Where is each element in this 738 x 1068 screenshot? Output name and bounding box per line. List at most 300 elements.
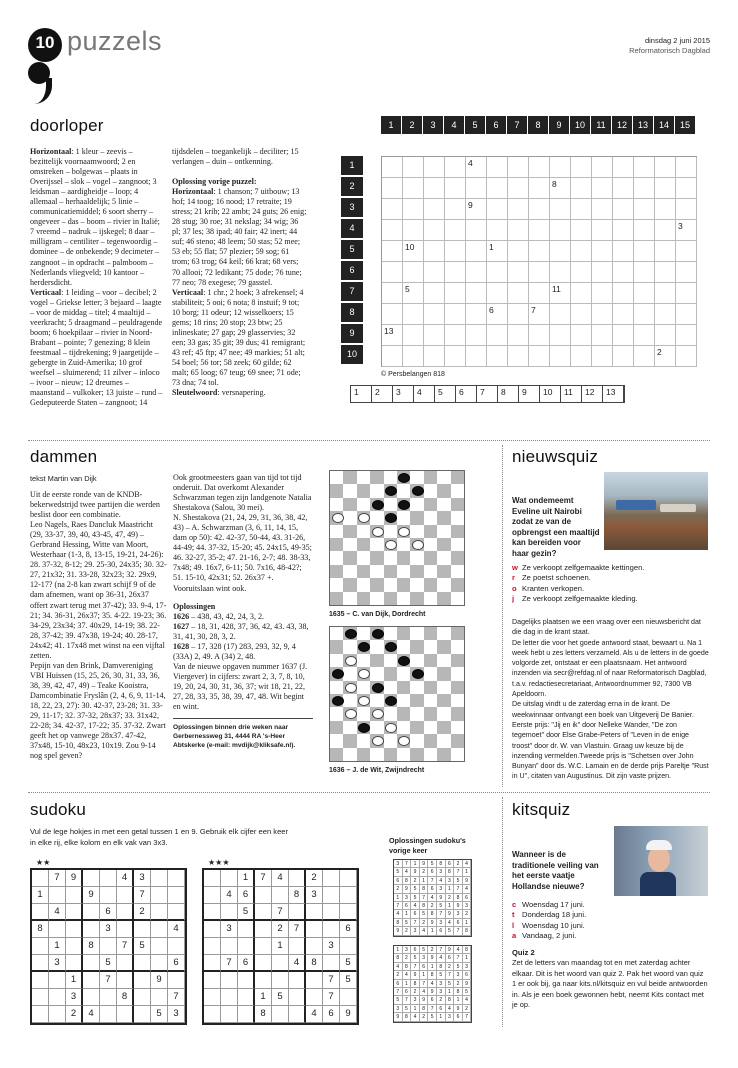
crossword-cell[interactable] bbox=[445, 304, 466, 325]
sudoku-cell[interactable] bbox=[289, 989, 306, 1006]
sudoku-cell[interactable] bbox=[134, 989, 151, 1006]
crossword-cell[interactable] bbox=[424, 199, 445, 220]
sudoku-cell[interactable] bbox=[32, 972, 49, 989]
sudoku-cell[interactable] bbox=[151, 989, 168, 1006]
crossword-keyword-row[interactable] bbox=[350, 385, 625, 403]
sudoku-cell[interactable] bbox=[168, 887, 185, 904]
sudoku-cell[interactable] bbox=[83, 989, 100, 1006]
sudoku-cell[interactable]: 1 bbox=[32, 887, 49, 904]
crossword-cell[interactable] bbox=[634, 283, 655, 304]
sudoku-cell[interactable]: 8 bbox=[289, 887, 306, 904]
keyword-cell[interactable]: 12 bbox=[582, 386, 603, 402]
crossword-cell[interactable] bbox=[445, 262, 466, 283]
crossword-cell[interactable] bbox=[424, 346, 445, 367]
crossword-cell[interactable] bbox=[424, 304, 445, 325]
sudoku-cell[interactable]: 7 bbox=[272, 904, 289, 921]
crossword-cell[interactable] bbox=[445, 283, 466, 304]
sudoku-cell[interactable]: 3 bbox=[49, 955, 66, 972]
sudoku-cell[interactable] bbox=[151, 870, 168, 887]
crossword-cell[interactable] bbox=[655, 199, 676, 220]
sudoku-cell[interactable] bbox=[117, 921, 134, 938]
sudoku-cell[interactable] bbox=[238, 989, 255, 1006]
sudoku-cell[interactable] bbox=[272, 955, 289, 972]
crossword-cell[interactable] bbox=[613, 262, 634, 283]
crossword-cell[interactable]: 10 bbox=[403, 241, 424, 262]
crossword-cell[interactable] bbox=[676, 262, 697, 283]
crossword-cell[interactable] bbox=[487, 157, 508, 178]
keyword-cell[interactable]: 9 bbox=[519, 386, 540, 402]
sudoku-cell[interactable] bbox=[49, 989, 66, 1006]
crossword-cell[interactable] bbox=[550, 304, 571, 325]
crossword-cell[interactable] bbox=[445, 178, 466, 199]
sudoku-cell[interactable] bbox=[204, 921, 221, 938]
crossword-cell[interactable] bbox=[592, 325, 613, 346]
sudoku-cell[interactable] bbox=[168, 870, 185, 887]
crossword-cell[interactable] bbox=[613, 346, 634, 367]
sudoku-cell[interactable] bbox=[32, 989, 49, 1006]
crossword-cell[interactable] bbox=[571, 199, 592, 220]
crossword-cell[interactable] bbox=[424, 283, 445, 304]
crossword-cell[interactable] bbox=[529, 220, 550, 241]
sudoku-cell[interactable]: 7 bbox=[134, 887, 151, 904]
sudoku-cell[interactable] bbox=[100, 1006, 117, 1023]
nieuwsquiz-options[interactable] bbox=[512, 563, 708, 605]
sudoku-cell[interactable]: 8 bbox=[117, 989, 134, 1006]
sudoku-cell[interactable] bbox=[221, 989, 238, 1006]
crossword-cell[interactable] bbox=[445, 199, 466, 220]
crossword-cell[interactable] bbox=[634, 325, 655, 346]
sudoku-grid-2[interactable] bbox=[202, 868, 359, 1025]
sudoku-cell[interactable] bbox=[204, 989, 221, 1006]
sudoku-cell[interactable]: 8 bbox=[83, 938, 100, 955]
sudoku-cell[interactable] bbox=[151, 904, 168, 921]
sudoku-cell[interactable] bbox=[340, 989, 357, 1006]
crossword-cell[interactable] bbox=[550, 157, 571, 178]
crossword-cell[interactable] bbox=[487, 325, 508, 346]
crossword-cell[interactable] bbox=[382, 262, 403, 283]
sudoku-cell[interactable]: 9 bbox=[83, 887, 100, 904]
sudoku-cell[interactable] bbox=[49, 887, 66, 904]
sudoku-cell[interactable]: 8 bbox=[32, 921, 49, 938]
sudoku-cell[interactable] bbox=[100, 887, 117, 904]
sudoku-cell[interactable] bbox=[100, 938, 117, 955]
sudoku-cell[interactable] bbox=[289, 870, 306, 887]
crossword-cell[interactable] bbox=[655, 283, 676, 304]
sudoku-cell[interactable]: 7 bbox=[255, 870, 272, 887]
sudoku-cell[interactable]: 6 bbox=[168, 955, 185, 972]
sudoku-cell[interactable] bbox=[238, 921, 255, 938]
crossword-cell[interactable] bbox=[655, 262, 676, 283]
sudoku-cell[interactable] bbox=[168, 904, 185, 921]
sudoku-cell[interactable] bbox=[204, 870, 221, 887]
crossword-cell[interactable] bbox=[382, 157, 403, 178]
crossword-cell[interactable] bbox=[403, 262, 424, 283]
sudoku-cell[interactable]: 7 bbox=[323, 989, 340, 1006]
sudoku-cell[interactable]: 3 bbox=[323, 938, 340, 955]
kitsquiz-options[interactable] bbox=[512, 900, 708, 942]
sudoku-cell[interactable] bbox=[323, 904, 340, 921]
sudoku-cell[interactable]: 6 bbox=[340, 921, 357, 938]
crossword-cell[interactable] bbox=[634, 262, 655, 283]
sudoku-cell[interactable] bbox=[255, 921, 272, 938]
sudoku-cell[interactable] bbox=[49, 1006, 66, 1023]
sudoku-cell[interactable] bbox=[117, 1006, 134, 1023]
sudoku-cell[interactable] bbox=[100, 989, 117, 1006]
sudoku-cell[interactable] bbox=[204, 904, 221, 921]
crossword-cell[interactable] bbox=[466, 283, 487, 304]
crossword-cell[interactable] bbox=[403, 304, 424, 325]
sudoku-cell[interactable] bbox=[32, 955, 49, 972]
sudoku-cell[interactable]: 8 bbox=[306, 955, 323, 972]
sudoku-cell[interactable] bbox=[323, 887, 340, 904]
keyword-cell[interactable]: 10 bbox=[540, 386, 561, 402]
crossword-grid[interactable] bbox=[381, 156, 697, 367]
sudoku-cell[interactable] bbox=[289, 904, 306, 921]
crossword-cell[interactable] bbox=[676, 157, 697, 178]
crossword-cell[interactable] bbox=[655, 325, 676, 346]
crossword-cell[interactable]: 3 bbox=[676, 220, 697, 241]
crossword-cell[interactable] bbox=[466, 304, 487, 325]
crossword-cell[interactable] bbox=[592, 178, 613, 199]
sudoku-cell[interactable]: 3 bbox=[134, 870, 151, 887]
crossword-cell[interactable] bbox=[508, 283, 529, 304]
sudoku-cell[interactable]: 5 bbox=[272, 989, 289, 1006]
crossword-cell[interactable] bbox=[403, 178, 424, 199]
sudoku-cell[interactable] bbox=[32, 1006, 49, 1023]
crossword-cell[interactable] bbox=[529, 346, 550, 367]
crossword-cell[interactable] bbox=[613, 178, 634, 199]
crossword-cell[interactable] bbox=[529, 199, 550, 220]
crossword-cell[interactable] bbox=[571, 178, 592, 199]
sudoku-cell[interactable]: 4 bbox=[221, 887, 238, 904]
sudoku-cell[interactable]: 4 bbox=[306, 1006, 323, 1023]
crossword-cell[interactable] bbox=[487, 262, 508, 283]
sudoku-cell[interactable]: 1 bbox=[238, 870, 255, 887]
sudoku-cell[interactable] bbox=[221, 938, 238, 955]
sudoku-cell[interactable] bbox=[289, 972, 306, 989]
crossword-cell[interactable] bbox=[529, 283, 550, 304]
crossword-cell[interactable]: 7 bbox=[529, 304, 550, 325]
sudoku-cell[interactable] bbox=[117, 887, 134, 904]
crossword-cell[interactable] bbox=[655, 241, 676, 262]
sudoku-cell[interactable]: 5 bbox=[151, 1006, 168, 1023]
crossword-cell[interactable]: 6 bbox=[487, 304, 508, 325]
crossword-cell[interactable] bbox=[424, 178, 445, 199]
crossword-cell[interactable] bbox=[529, 178, 550, 199]
sudoku-cell[interactable] bbox=[255, 955, 272, 972]
crossword-cell[interactable] bbox=[508, 262, 529, 283]
sudoku-cell[interactable] bbox=[238, 972, 255, 989]
crossword-cell[interactable] bbox=[676, 199, 697, 220]
crossword-cell[interactable] bbox=[613, 199, 634, 220]
crossword-cell[interactable] bbox=[550, 220, 571, 241]
crossword-cell[interactable] bbox=[613, 304, 634, 325]
sudoku-cell[interactable] bbox=[151, 887, 168, 904]
sudoku-cell[interactable] bbox=[66, 887, 83, 904]
crossword-cell[interactable] bbox=[403, 220, 424, 241]
sudoku-cell[interactable] bbox=[255, 904, 272, 921]
crossword-cell[interactable] bbox=[676, 325, 697, 346]
sudoku-cell[interactable] bbox=[117, 972, 134, 989]
crossword-cell[interactable] bbox=[634, 199, 655, 220]
crossword-cell[interactable] bbox=[676, 178, 697, 199]
crossword-cell[interactable] bbox=[676, 283, 697, 304]
crossword-cell[interactable] bbox=[634, 220, 655, 241]
sudoku-cell[interactable]: 9 bbox=[151, 972, 168, 989]
crossword-cell[interactable] bbox=[466, 178, 487, 199]
crossword-cell[interactable] bbox=[550, 262, 571, 283]
quiz-option[interactable] bbox=[512, 594, 708, 604]
crossword-cell[interactable] bbox=[508, 220, 529, 241]
crossword-cell[interactable] bbox=[424, 325, 445, 346]
crossword-cell[interactable] bbox=[634, 346, 655, 367]
sudoku-cell[interactable] bbox=[134, 955, 151, 972]
sudoku-cell[interactable]: 6 bbox=[238, 887, 255, 904]
crossword-cell[interactable] bbox=[466, 346, 487, 367]
crossword-cell[interactable] bbox=[508, 178, 529, 199]
crossword-cell[interactable] bbox=[655, 178, 676, 199]
keyword-cell[interactable]: 7 bbox=[477, 386, 498, 402]
crossword-cell[interactable] bbox=[676, 346, 697, 367]
crossword-cell[interactable] bbox=[382, 178, 403, 199]
crossword-cell[interactable] bbox=[466, 262, 487, 283]
sudoku-cell[interactable] bbox=[340, 870, 357, 887]
crossword-cell[interactable] bbox=[613, 325, 634, 346]
sudoku-cell[interactable]: 2 bbox=[272, 921, 289, 938]
sudoku-cell[interactable]: 6 bbox=[238, 955, 255, 972]
sudoku-cell[interactable] bbox=[83, 955, 100, 972]
crossword-cell[interactable] bbox=[487, 199, 508, 220]
crossword-cell[interactable] bbox=[403, 325, 424, 346]
keyword-cell[interactable]: 4 bbox=[414, 386, 435, 402]
crossword-cell[interactable]: 1 bbox=[487, 241, 508, 262]
sudoku-cell[interactable] bbox=[204, 972, 221, 989]
crossword-cell[interactable] bbox=[571, 325, 592, 346]
crossword-cell[interactable] bbox=[508, 346, 529, 367]
sudoku-cell[interactable] bbox=[32, 904, 49, 921]
sudoku-cell[interactable] bbox=[272, 887, 289, 904]
keyword-cell[interactable]: 2 bbox=[372, 386, 393, 402]
keyword-cell[interactable]: 5 bbox=[435, 386, 456, 402]
sudoku-cell[interactable]: 4 bbox=[117, 870, 134, 887]
crossword-cell[interactable] bbox=[529, 241, 550, 262]
sudoku-cell[interactable]: 3 bbox=[100, 921, 117, 938]
crossword-cell[interactable] bbox=[634, 304, 655, 325]
sudoku-cell[interactable]: 5 bbox=[134, 938, 151, 955]
sudoku-cell[interactable]: 4 bbox=[83, 1006, 100, 1023]
sudoku-cell[interactable] bbox=[83, 904, 100, 921]
keyword-cell[interactable]: 13 bbox=[603, 386, 624, 402]
sudoku-cell[interactable] bbox=[255, 938, 272, 955]
crossword-cell[interactable] bbox=[403, 346, 424, 367]
crossword-cell[interactable] bbox=[613, 220, 634, 241]
sudoku-cell[interactable]: 2 bbox=[306, 870, 323, 887]
crossword-cell[interactable] bbox=[529, 157, 550, 178]
sudoku-cell[interactable] bbox=[49, 972, 66, 989]
sudoku-cell[interactable]: 3 bbox=[66, 989, 83, 1006]
sudoku-cell[interactable] bbox=[32, 938, 49, 955]
sudoku-cell[interactable] bbox=[289, 1006, 306, 1023]
sudoku-cell[interactable]: 5 bbox=[238, 904, 255, 921]
crossword-cell[interactable] bbox=[592, 346, 613, 367]
crossword-cell[interactable] bbox=[424, 241, 445, 262]
sudoku-cell[interactable]: 6 bbox=[323, 1006, 340, 1023]
crossword-cell[interactable]: 2 bbox=[655, 346, 676, 367]
crossword-cell[interactable] bbox=[529, 262, 550, 283]
crossword-cell[interactable] bbox=[634, 178, 655, 199]
crossword-cell[interactable]: 11 bbox=[550, 283, 571, 304]
crossword-cell[interactable] bbox=[403, 199, 424, 220]
crossword-cell[interactable] bbox=[592, 220, 613, 241]
sudoku-cell[interactable] bbox=[221, 870, 238, 887]
sudoku-cell[interactable] bbox=[221, 972, 238, 989]
crossword-cell[interactable] bbox=[529, 325, 550, 346]
crossword-cell[interactable] bbox=[487, 346, 508, 367]
sudoku-cell[interactable]: 3 bbox=[221, 921, 238, 938]
quiz-option[interactable] bbox=[512, 584, 708, 594]
quiz-option[interactable] bbox=[512, 900, 708, 910]
crossword-cell[interactable] bbox=[382, 304, 403, 325]
crossword-cell[interactable] bbox=[592, 283, 613, 304]
crossword-cell[interactable] bbox=[382, 283, 403, 304]
keyword-cell[interactable]: 8 bbox=[498, 386, 519, 402]
sudoku-cell[interactable] bbox=[238, 1006, 255, 1023]
crossword-cell[interactable]: 13 bbox=[382, 325, 403, 346]
crossword-cell[interactable] bbox=[382, 220, 403, 241]
sudoku-cell[interactable] bbox=[134, 1006, 151, 1023]
sudoku-cell[interactable] bbox=[323, 870, 340, 887]
sudoku-cell[interactable] bbox=[168, 938, 185, 955]
crossword-cell[interactable] bbox=[592, 157, 613, 178]
crossword-cell[interactable] bbox=[571, 157, 592, 178]
crossword-cell[interactable] bbox=[382, 346, 403, 367]
sudoku-cell[interactable]: 2 bbox=[66, 1006, 83, 1023]
sudoku-cell[interactable] bbox=[306, 921, 323, 938]
quiz-option[interactable] bbox=[512, 573, 708, 583]
sudoku-cell[interactable]: 1 bbox=[49, 938, 66, 955]
keyword-cell[interactable]: 1 bbox=[351, 386, 372, 402]
sudoku-cell[interactable] bbox=[289, 938, 306, 955]
sudoku-cell[interactable]: 3 bbox=[168, 1006, 185, 1023]
sudoku-cell[interactable]: 1 bbox=[66, 972, 83, 989]
crossword-cell[interactable] bbox=[508, 199, 529, 220]
crossword-cell[interactable] bbox=[571, 220, 592, 241]
sudoku-cell[interactable] bbox=[32, 870, 49, 887]
crossword-cell[interactable] bbox=[634, 157, 655, 178]
sudoku-cell[interactable]: 1 bbox=[272, 938, 289, 955]
crossword-cell[interactable] bbox=[571, 346, 592, 367]
crossword-cell[interactable] bbox=[445, 157, 466, 178]
crossword-cell[interactable] bbox=[571, 304, 592, 325]
crossword-cell[interactable] bbox=[382, 199, 403, 220]
keyword-cell[interactable]: 3 bbox=[393, 386, 414, 402]
sudoku-cell[interactable] bbox=[306, 938, 323, 955]
sudoku-cell[interactable] bbox=[340, 938, 357, 955]
sudoku-cell[interactable]: 4 bbox=[272, 870, 289, 887]
sudoku-cell[interactable]: 5 bbox=[340, 972, 357, 989]
crossword-cell[interactable] bbox=[424, 157, 445, 178]
crossword-cell[interactable] bbox=[466, 325, 487, 346]
sudoku-cell[interactable]: 6 bbox=[100, 904, 117, 921]
sudoku-cell[interactable] bbox=[306, 989, 323, 1006]
sudoku-cell[interactable] bbox=[66, 938, 83, 955]
sudoku-cell[interactable]: 8 bbox=[255, 1006, 272, 1023]
crossword-cell[interactable] bbox=[592, 241, 613, 262]
sudoku-cell[interactable] bbox=[340, 904, 357, 921]
sudoku-cell[interactable] bbox=[134, 972, 151, 989]
sudoku-cell[interactable] bbox=[221, 904, 238, 921]
crossword-cell[interactable] bbox=[508, 325, 529, 346]
sudoku-cell[interactable]: 2 bbox=[134, 904, 151, 921]
sudoku-cell[interactable] bbox=[221, 1006, 238, 1023]
crossword-cell[interactable] bbox=[508, 157, 529, 178]
crossword-cell[interactable] bbox=[445, 325, 466, 346]
crossword-cell[interactable] bbox=[403, 157, 424, 178]
sudoku-cell[interactable] bbox=[151, 921, 168, 938]
crossword-cell[interactable] bbox=[424, 262, 445, 283]
crossword-cell[interactable] bbox=[655, 220, 676, 241]
sudoku-cell[interactable] bbox=[323, 921, 340, 938]
sudoku-cell[interactable] bbox=[134, 921, 151, 938]
crossword-cell[interactable] bbox=[592, 304, 613, 325]
sudoku-cell[interactable] bbox=[306, 904, 323, 921]
crossword-cell[interactable] bbox=[550, 346, 571, 367]
sudoku-cell[interactable] bbox=[83, 870, 100, 887]
crossword-cell[interactable] bbox=[466, 241, 487, 262]
crossword-cell[interactable] bbox=[634, 241, 655, 262]
sudoku-grid-1[interactable] bbox=[30, 868, 187, 1025]
sudoku-cell[interactable]: 9 bbox=[340, 1006, 357, 1023]
crossword-cell[interactable] bbox=[676, 241, 697, 262]
crossword-cell[interactable] bbox=[508, 241, 529, 262]
sudoku-cell[interactable]: 5 bbox=[340, 955, 357, 972]
sudoku-cell[interactable] bbox=[117, 955, 134, 972]
sudoku-cell[interactable] bbox=[66, 955, 83, 972]
crossword-cell[interactable]: 5 bbox=[403, 283, 424, 304]
crossword-cell[interactable]: 4 bbox=[466, 157, 487, 178]
sudoku-cell[interactable] bbox=[255, 887, 272, 904]
crossword-cell[interactable] bbox=[550, 325, 571, 346]
quiz-option[interactable] bbox=[512, 563, 708, 573]
crossword-cell[interactable] bbox=[382, 241, 403, 262]
sudoku-cell[interactable] bbox=[66, 904, 83, 921]
sudoku-cell[interactable] bbox=[272, 972, 289, 989]
sudoku-cell[interactable] bbox=[49, 921, 66, 938]
crossword-cell[interactable] bbox=[571, 283, 592, 304]
sudoku-cell[interactable] bbox=[151, 955, 168, 972]
crossword-cell[interactable] bbox=[550, 199, 571, 220]
quiz-option[interactable] bbox=[512, 931, 708, 941]
sudoku-cell[interactable]: 5 bbox=[100, 955, 117, 972]
crossword-cell[interactable] bbox=[487, 220, 508, 241]
crossword-cell[interactable] bbox=[571, 241, 592, 262]
quiz-option[interactable] bbox=[512, 921, 708, 931]
keyword-cell[interactable]: 11 bbox=[561, 386, 582, 402]
sudoku-cell[interactable] bbox=[66, 921, 83, 938]
crossword-cell[interactable] bbox=[445, 346, 466, 367]
sudoku-cell[interactable] bbox=[83, 972, 100, 989]
crossword-cell[interactable] bbox=[676, 304, 697, 325]
crossword-cell[interactable] bbox=[592, 199, 613, 220]
sudoku-cell[interactable] bbox=[306, 972, 323, 989]
sudoku-cell[interactable] bbox=[204, 938, 221, 955]
sudoku-cell[interactable]: 7 bbox=[221, 955, 238, 972]
sudoku-cell[interactable]: 7 bbox=[100, 972, 117, 989]
sudoku-cell[interactable] bbox=[117, 904, 134, 921]
sudoku-cell[interactable]: 3 bbox=[306, 887, 323, 904]
keyword-cell[interactable]: 6 bbox=[456, 386, 477, 402]
sudoku-cell[interactable] bbox=[204, 1006, 221, 1023]
